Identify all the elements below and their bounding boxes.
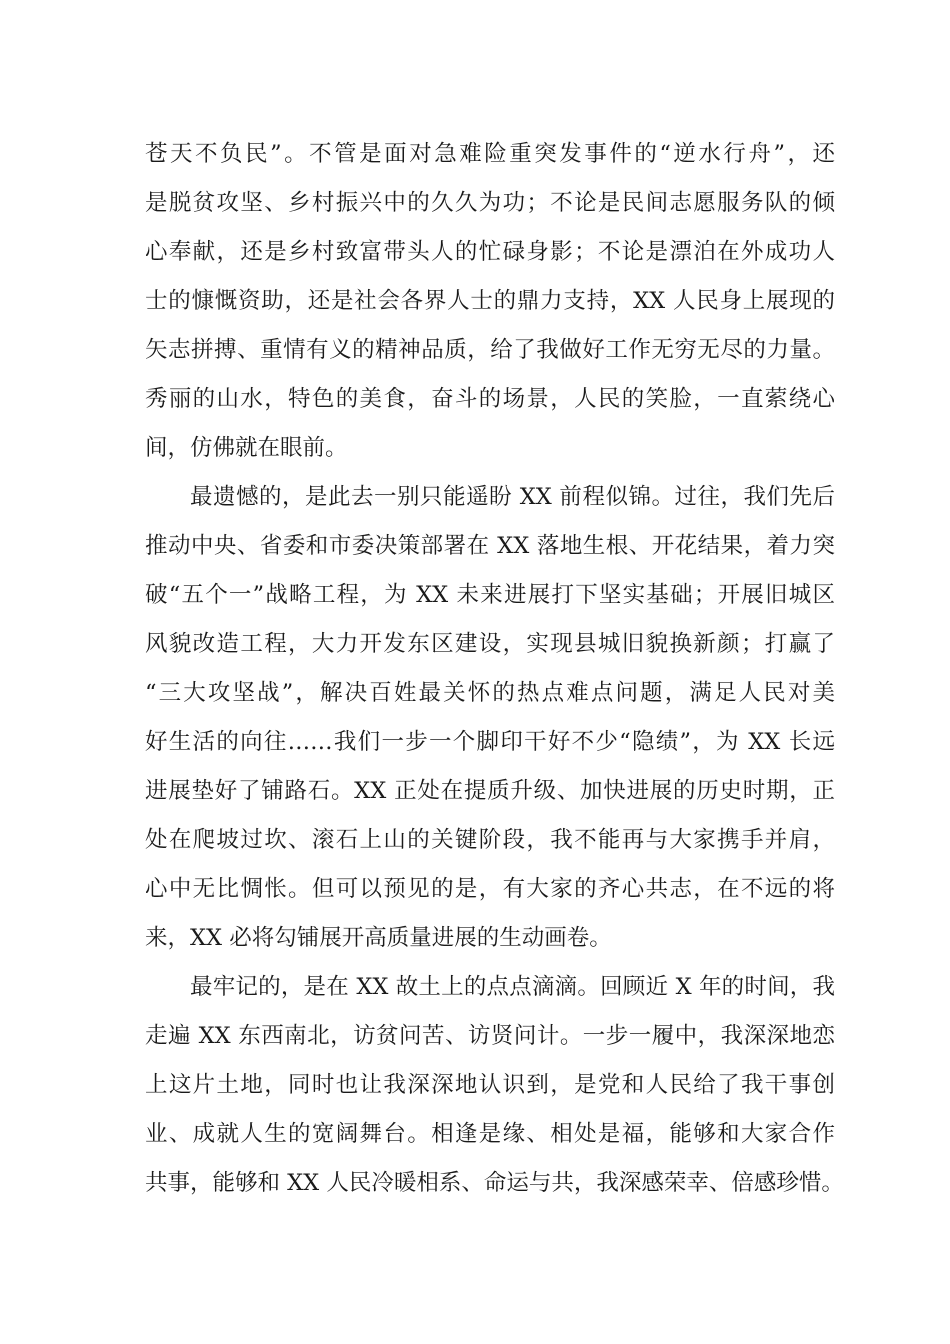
- text-line: 走遍 XX 东西南北，访贫问苦、访贤问计。一步一履中，我深深地恋: [145, 1023, 835, 1049]
- text-line: 士的慷慨资助，还是社会各界人士的鼎力支持，XX 人民身上展现的: [145, 288, 835, 314]
- text-line: 苍天不负民”。不管是面对急难险重突发事件的“逆水行舟”，还: [145, 141, 835, 167]
- text-line: 最遗憾的，是此去一别只能遥盼 XX 前程似锦。过往，我们先后: [190, 484, 835, 510]
- text-line: 进展垫好了铺路石。XX 正处在提质升级、加快进展的历史时期，正: [145, 778, 835, 804]
- text-line: 推动中央、省委和市委决策部署在 XX 落地生根、开花结果，着力突: [145, 533, 835, 559]
- text-line: 业、成就人生的宽阔舞台。相逢是缘、相处是福，能够和大家合作: [145, 1121, 835, 1147]
- text-line: 共事，能够和 XX 人民冷暖相系、命运与共，我深感荣幸、倍感珍惜。: [145, 1170, 844, 1196]
- text-line: 最牢记的，是在 XX 故土上的点点滴滴。回顾近 X 年的时间，我: [190, 974, 835, 1000]
- paragraph: [145, 130, 835, 473]
- text-line: 矢志拼搏、重情有义的精神品质，给了我做好工作无穷无尽的力量。: [145, 337, 835, 363]
- text-line: 秀丽的山水，特色的美食，奋斗的场景，人民的笑脸，一直萦绕心: [145, 386, 835, 412]
- text-line: 心中无比惆怅。但可以预见的是，有大家的齐心共志，在不远的将: [145, 876, 835, 902]
- text-line: 破“五个一”战略工程，为 XX 未来进展打下坚实基础；开展旧城区: [145, 582, 835, 608]
- text-line: 心奉献，还是乡村致富带头人的忙碌身影；不论是漂泊在外成功人: [145, 239, 835, 265]
- text-line: 上这片土地，同时也让我深深地认识到，是党和人民给了我干事创: [145, 1072, 835, 1098]
- paragraph: [145, 473, 835, 963]
- text-line: 好生活的向往……我们一步一个脚印干好不少“隐绩”，为 XX 长远: [145, 729, 835, 755]
- text-line: 间，仿佛就在眼前。: [145, 435, 348, 461]
- paragraph: [145, 963, 844, 1208]
- text-line: “三大攻坚战”，解决百姓最关怀的热点难点问题，满足人民对美: [145, 680, 835, 706]
- text-line: 是脱贫攻坚、乡村振兴中的久久为功；不论是民间志愿服务队的倾: [145, 190, 835, 216]
- text-line: 风貌改造工程，大力开发东区建设，实现县城旧貌换新颜；打赢了: [145, 631, 835, 657]
- text-line: 处在爬坡过坎、滚石上山的关键阶段，我不能再与大家携手并肩，: [145, 827, 835, 853]
- body-text: [145, 130, 844, 1208]
- text-line: 来，XX 必将勾铺展开高质量进展的生动画卷。: [145, 925, 612, 951]
